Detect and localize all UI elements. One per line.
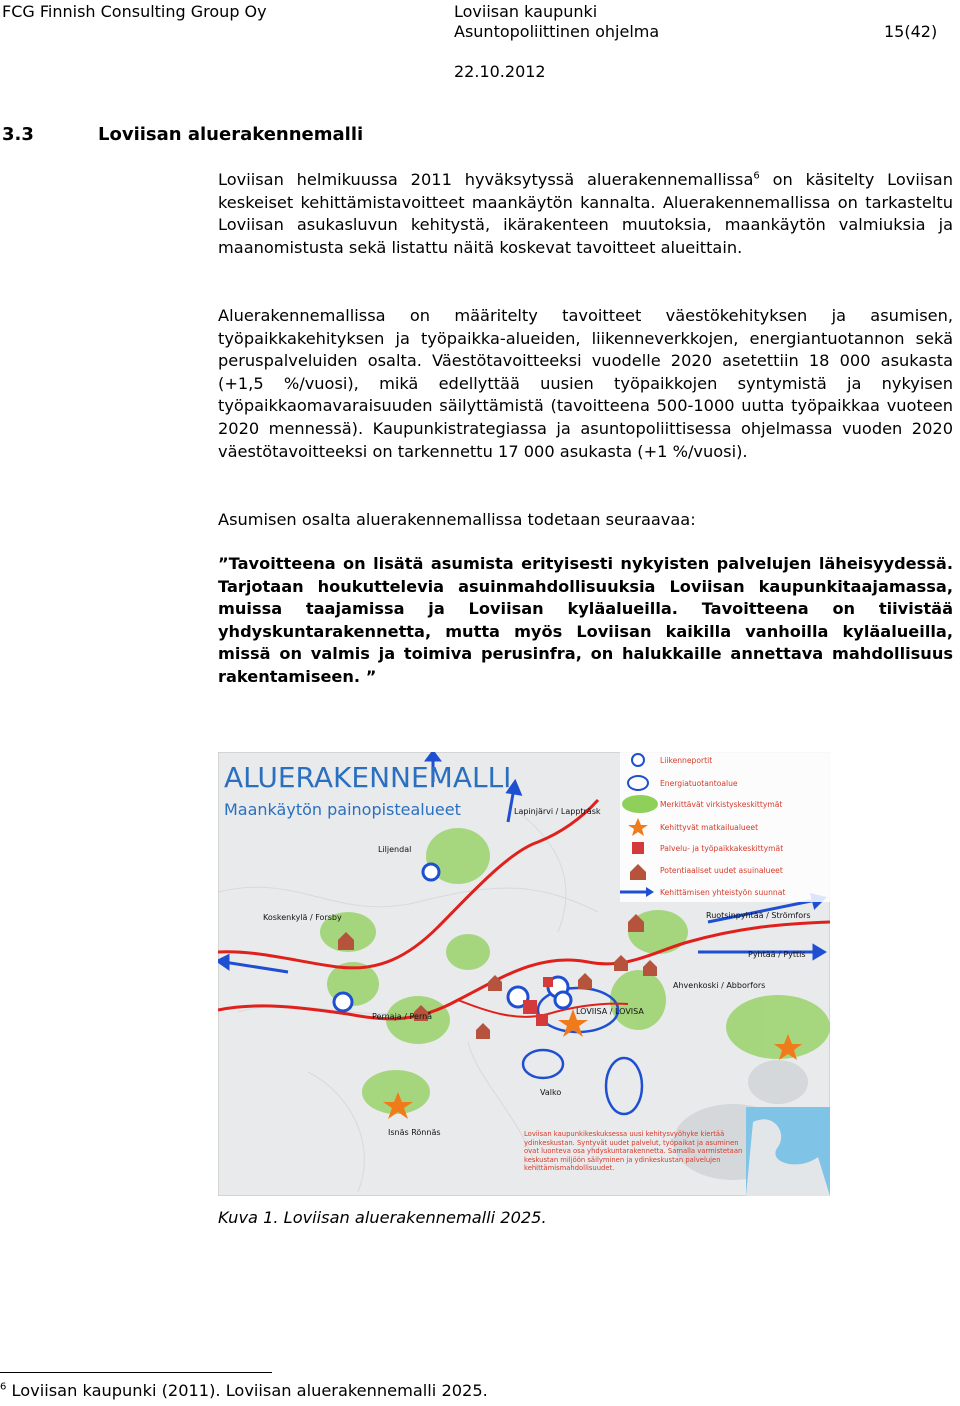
footnote-ref: 6 <box>753 170 760 182</box>
place-label: Pernaja / Pernå <box>372 1012 433 1021</box>
recreation-legend-icon <box>622 795 658 813</box>
paragraph-2: Aluerakennemallissa on määritelty tavoitteet väestökehityksen ja asumisen, työpaikkakehityksen ja työpaikka-alueiden, liikenneverkkojen, energiantuotannon sekä peruspalveluiden osalta. Väestötavoitteeksi vuodelle 2020 asetettiin 18 000 asukasta (+1,5 %/vuosi), mikä edellyttää uusien työpaikkojen syntymistä ja nykyisen työpaikkaomavaraisuuden säilyttämistä (tavoitteena 500-1000 uutta työpaikkaa vuoteen 2020 mennessä). Kaupunkistrategiassa ja asuntopoliittisessa ohjelmassa vuoden 2020 väestötavoitteeksi on tarkennettu 17 000 asukasta (+1 %/vuosi). <box>218 306 953 461</box>
footnote <box>0 1380 488 1402</box>
legend-item: Kehittyvät matkailualueet <box>660 823 759 832</box>
regional-structure-map <box>218 752 830 1196</box>
legend-item: Energiatuotantoalue <box>660 779 738 788</box>
place-label: Koskenkylä / Forsby <box>263 913 342 922</box>
place-label: LOVIISA / LOVISA <box>576 1007 644 1016</box>
portal-legend-icon <box>632 754 644 766</box>
section-number: 3.3 <box>2 124 34 145</box>
place-label: Lapinjärvi / Lappträsk <box>514 807 601 816</box>
header-page-number: 15(42) <box>884 22 938 41</box>
map-note: Loviisan kaupunkikeskuksessa uusi kehitysvyöhyke kiertää ydinkeskustan. Syntyvät uudet palvelut, työpaikat ja asuminen ovat luonteva osa yhdyskuntarakennetta. Samalla varmistetaan keskustan miljöön säilyminen ja ydinkeskustan palvelujen kehittämismahdollisuudet. <box>524 1130 743 1172</box>
paragraph-1 <box>218 169 953 259</box>
place-label: Ruotsinpyhtää / Strömfors <box>706 911 811 920</box>
place-label: Liljendal <box>378 845 412 854</box>
legend-item: Potentiaaliset uudet asuinalueet <box>660 866 783 875</box>
place-label: Ahvenkoski / Abborfors <box>673 981 766 990</box>
map-title: ALUERAKENNEMALLI <box>224 761 512 794</box>
legend-item: Merkittävät virkistyskeskittymät <box>660 800 783 809</box>
quote-paragraph: ”Tavoitteena on lisätä asumista erityisesti nykyisten palvelujen läheisyydessä. Tarjotaan houkuttelevia asuinmahdollisuuksia Loviisan kaupunkitaajamassa, muissa taajamissa ja Loviisan kyläalueilla. Tavoitteena on tiivistää yhdyskuntarakennetta, mutta myös Loviisan kaikilla vanhoilla kyläalueilla, missä on valmis ja toimiva perusinfra, on halukkaille annettava mahdollisuus rakentamiseen. ” <box>218 554 953 686</box>
paragraph-1-part-b: on käsitelty Loviisan keskeiset kehittämistavoitteet maankäytön kannalta. Aluerakennemallissa on tarkasteltu Loviisan asukasluvun kehitystä, ikärakenteen muutoksia, maankäytön valmiuksia ja maanomistusta sekä listattu näitä koskevat tavoitteet alueittain. <box>218 170 953 257</box>
legend-item: Palvelu- ja työpaikkakeskittymät <box>660 844 784 853</box>
footnote-divider <box>0 1372 272 1373</box>
place-label: Isnäs Rönnäs <box>388 1128 441 1137</box>
footnote-number: 6 <box>0 1381 7 1393</box>
paragraph-1-part-a: Loviisan helmikuussa 2011 hyväksytyssä aluerakennemallissa <box>218 170 754 189</box>
square-legend-icon <box>632 842 644 854</box>
footnote-text: Loviisan kaupunki (2011). Loviisan aluerakennemalli 2025. <box>11 1381 488 1400</box>
place-label: Valko <box>540 1088 562 1097</box>
place-label: Pyhtää / Pyttis <box>748 950 806 959</box>
legend-item: Kehittämisen yhteistyön suunnat <box>660 888 786 897</box>
section-title: Loviisan aluerakennemalli <box>98 124 364 145</box>
header-date: 22.10.2012 <box>454 62 546 81</box>
map-legend <box>620 752 830 902</box>
header-program: Asuntopoliittinen ohjelma <box>454 22 660 41</box>
header-company: FCG Finnish Consulting Group Oy <box>2 2 267 21</box>
paragraph-3: Asumisen osalta aluerakennemallissa todetaan seuraavaa: <box>218 510 696 529</box>
header-client: Loviisan kaupunki <box>454 2 598 21</box>
map-subtitle: Maankäytön painopistealueet <box>224 800 461 819</box>
legend-item: Liikenneportit <box>660 756 713 765</box>
figure-caption: Kuva 1. Loviisan aluerakennemalli 2025. <box>218 1208 547 1227</box>
